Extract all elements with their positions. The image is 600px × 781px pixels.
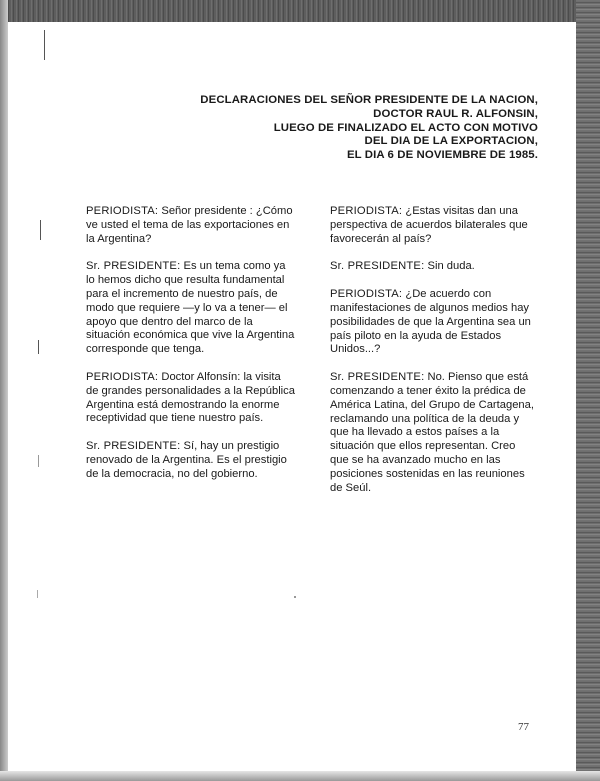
- interview-paragraph: [330, 288, 535, 357]
- speaker-label: PERIODISTA:: [86, 370, 159, 383]
- interview-paragraph: [330, 371, 535, 495]
- speaker-label: Sr. PRESIDENTE:: [86, 260, 181, 273]
- scan-edge-bottom: [0, 771, 600, 781]
- scan-edge-left: [0, 0, 8, 781]
- heading-line: LUEGO DE FINALIZADO EL ACTO CON MOTIVO: [273, 121, 538, 134]
- heading-line: DECLARACIONES DEL SEÑOR PRESIDENTE DE LA NACION,: [200, 94, 538, 106]
- margin-mark: [44, 30, 45, 60]
- paragraph-text: Sí, hay un prestigio renovado de la Argentina. Es el prestigio de la democracia, no del gobierno.: [86, 440, 287, 480]
- margin-mark: [37, 590, 38, 598]
- interview-paragraph: [86, 440, 296, 481]
- scan-speck: [294, 596, 296, 598]
- margin-mark: [40, 220, 41, 240]
- paragraph-text: Doctor Alfonsín: la visita de grandes personalidades a la República Argentina está demostrando la enorme receptividad que tiene nuestro país.: [86, 370, 295, 425]
- paragraph-text: Señor presidente : ¿Cómo ve usted el tema de las exportaciones en la Argentina?: [86, 205, 293, 245]
- heading-line: DEL DIA DE LA EXPORTACION,: [364, 135, 538, 148]
- interview-paragraph: [86, 371, 296, 426]
- right-column: [330, 205, 535, 509]
- page-number: 77: [518, 721, 529, 733]
- margin-mark: [38, 455, 39, 467]
- interview-paragraph: [330, 260, 535, 274]
- speaker-label: Sr. PRESIDENTE:: [330, 260, 425, 273]
- scan-edge-right: [576, 0, 600, 781]
- scan-edge-top: [0, 0, 600, 22]
- speaker-label: PERIODISTA:: [330, 288, 403, 301]
- interview-paragraph: [86, 205, 296, 246]
- speaker-label: PERIODISTA:: [86, 205, 159, 217]
- interview-paragraph: [86, 260, 296, 357]
- paragraph-text: ¿De acuerdo con manifestaciones de algunos medios hay posibilidades de que la Argentina sea un país piloto en la ayuda de Estados Unidos...?: [330, 288, 531, 356]
- heading-line: EL DIA 6 DE NOVIEMBRE DE 1985.: [346, 149, 538, 162]
- document-heading: [138, 94, 538, 163]
- paragraph-text: ¿Estas visitas dan una perspectiva de acuerdos bilaterales que favorecerán al país?: [330, 205, 528, 245]
- paragraph-text: Es un tema como ya lo hemos dicho que resulta fundamental para el incremento de nuestro país, de modo que requiere —y lo va a tener— el apoyo que dentro del marco de la situación económica que vive la Argentina corresponde que tenga.: [86, 260, 295, 356]
- paragraph-text: Sin duda.: [424, 260, 475, 273]
- margin-mark: [38, 340, 39, 354]
- heading-line: DOCTOR RAUL R. ALFONSIN,: [373, 107, 538, 120]
- speaker-label: Sr. PRESIDENTE:: [86, 440, 181, 453]
- left-column: [86, 205, 296, 496]
- interview-paragraph: [330, 205, 535, 246]
- speaker-label: PERIODISTA:: [330, 205, 403, 217]
- paragraph-text: No. Pienso que está comenzando a tener éxito la prédica de América Latina, del Grupo de Cartagena, reclamando una política de la deuda y que ha llevado a estos países a la situación que ellos representan. Creo que se ha avanzado mucho en las posiciones sostenidas en las reuniones de Seúl.: [330, 371, 534, 494]
- speaker-label: Sr. PRESIDENTE:: [330, 371, 425, 384]
